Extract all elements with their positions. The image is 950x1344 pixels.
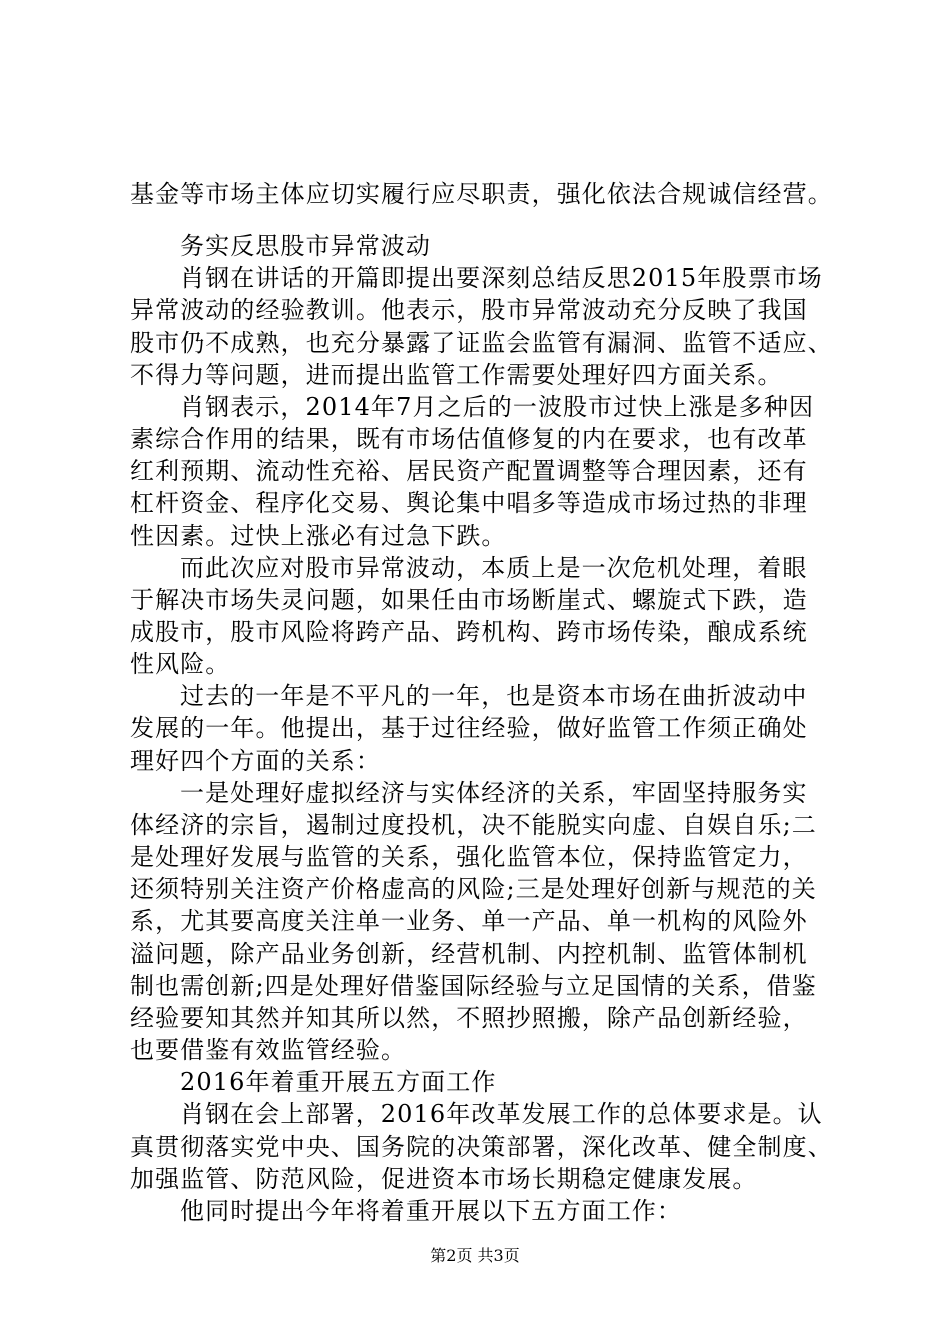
- paragraph-line: 红利预期、流动性充裕、居民资产配置调整等合理因素，还有: [130, 457, 808, 485]
- paragraph-line: 是处理好发展与监管的关系，强化监管本位，保持监管定力，: [130, 843, 808, 871]
- paragraph-line: 体经济的宗旨，遏制过度投机，决不能脱实向虚、自娱自乐;二: [130, 811, 817, 839]
- paragraph-line: 股市仍不成熟，也充分暴露了证监会监管有漏洞、监管不适应、: [130, 329, 833, 357]
- paragraph-line: 他同时提出今年将着重开展以下五方面工作：: [180, 1197, 682, 1225]
- paragraph-line: 杠杆资金、程序化交易、舆论集中唱多等造成市场过热的非理: [130, 489, 808, 517]
- paragraph-line: 经验要知其然并知其所以然，不照抄照搬，除产品创新经验，: [130, 1004, 808, 1032]
- paragraph-line: 异常波动的经验教训。他表示，股市异常波动充分反映了我国: [130, 296, 808, 324]
- paragraph-line: 性风险。: [130, 650, 231, 678]
- paragraph-line: 系，尤其要高度关注单一业务、单一产品、单一机构的风险外: [130, 907, 808, 935]
- paragraph-line: 过去的一年是不平凡的一年，也是资本市场在曲折波动中: [180, 682, 808, 710]
- paragraph-line: 素综合作用的结果，既有市场估值修复的内在要求，也有改革: [130, 425, 808, 453]
- page-number: 第2页 共3页: [430, 1246, 520, 1265]
- paragraph-line: 也要借鉴有效监管经验。: [130, 1036, 407, 1064]
- paragraph-line: 于解决市场失灵问题，如果任由市场断崖式、螺旋式下跌，造: [130, 586, 808, 614]
- paragraph-line: 一是处理好虚拟经济与实体经济的关系，牢固坚持服务实: [180, 779, 808, 807]
- paragraph-line: 性因素。过快上涨必有过急下跌。: [130, 522, 507, 550]
- paragraph-line: 不得力等问题，进而提出监管工作需要处理好四方面关系。: [130, 361, 783, 389]
- section-heading: 2016年着重开展五方面工作: [180, 1068, 497, 1096]
- paragraph-line: 还须特别关注资产价格虚高的风险;三是处理好创新与规范的关: [130, 875, 817, 903]
- section-heading: 务实反思股市异常波动: [180, 232, 431, 260]
- paragraph-line: 溢问题，除产品业务创新，经营机制、内控机制、监管体制机: [130, 940, 808, 968]
- paragraph-line: 肖钢在会上部署，2016年改革发展工作的总体要求是。认: [180, 1100, 823, 1128]
- paragraph-line: 肖钢表示，2014年7月之后的一波股市过快上涨是多种因: [180, 393, 815, 421]
- paragraph-line: 真贯彻落实党中央、国务院的决策部署，深化改革、健全制度、: [130, 1133, 833, 1161]
- paragraph-line: 而此次应对股市异常波动，本质上是一次危机处理，着眼: [180, 554, 808, 582]
- paragraph-line: 发展的一年。他提出，基于过往经验，做好监管工作须正确处: [130, 714, 808, 742]
- paragraph-line: 理好四个方面的关系：: [130, 747, 381, 775]
- paragraph-line: 制也需创新;四是处理好借鉴国际经验与立足国情的关系，借鉴: [130, 972, 817, 1000]
- paragraph-line: 基金等市场主体应切实履行应尽职责，强化依法合规诚信经营。: [130, 180, 833, 208]
- paragraph-line: 成股市，股市风险将跨产品、跨机构、跨市场传染，酿成系统: [130, 618, 808, 646]
- paragraph-line: 肖钢在讲话的开篇即提出要深刻总结反思2015年股票市场: [180, 264, 823, 292]
- paragraph-line: 加强监管、防范风险，促进资本市场长期稳定健康发展。: [130, 1165, 758, 1193]
